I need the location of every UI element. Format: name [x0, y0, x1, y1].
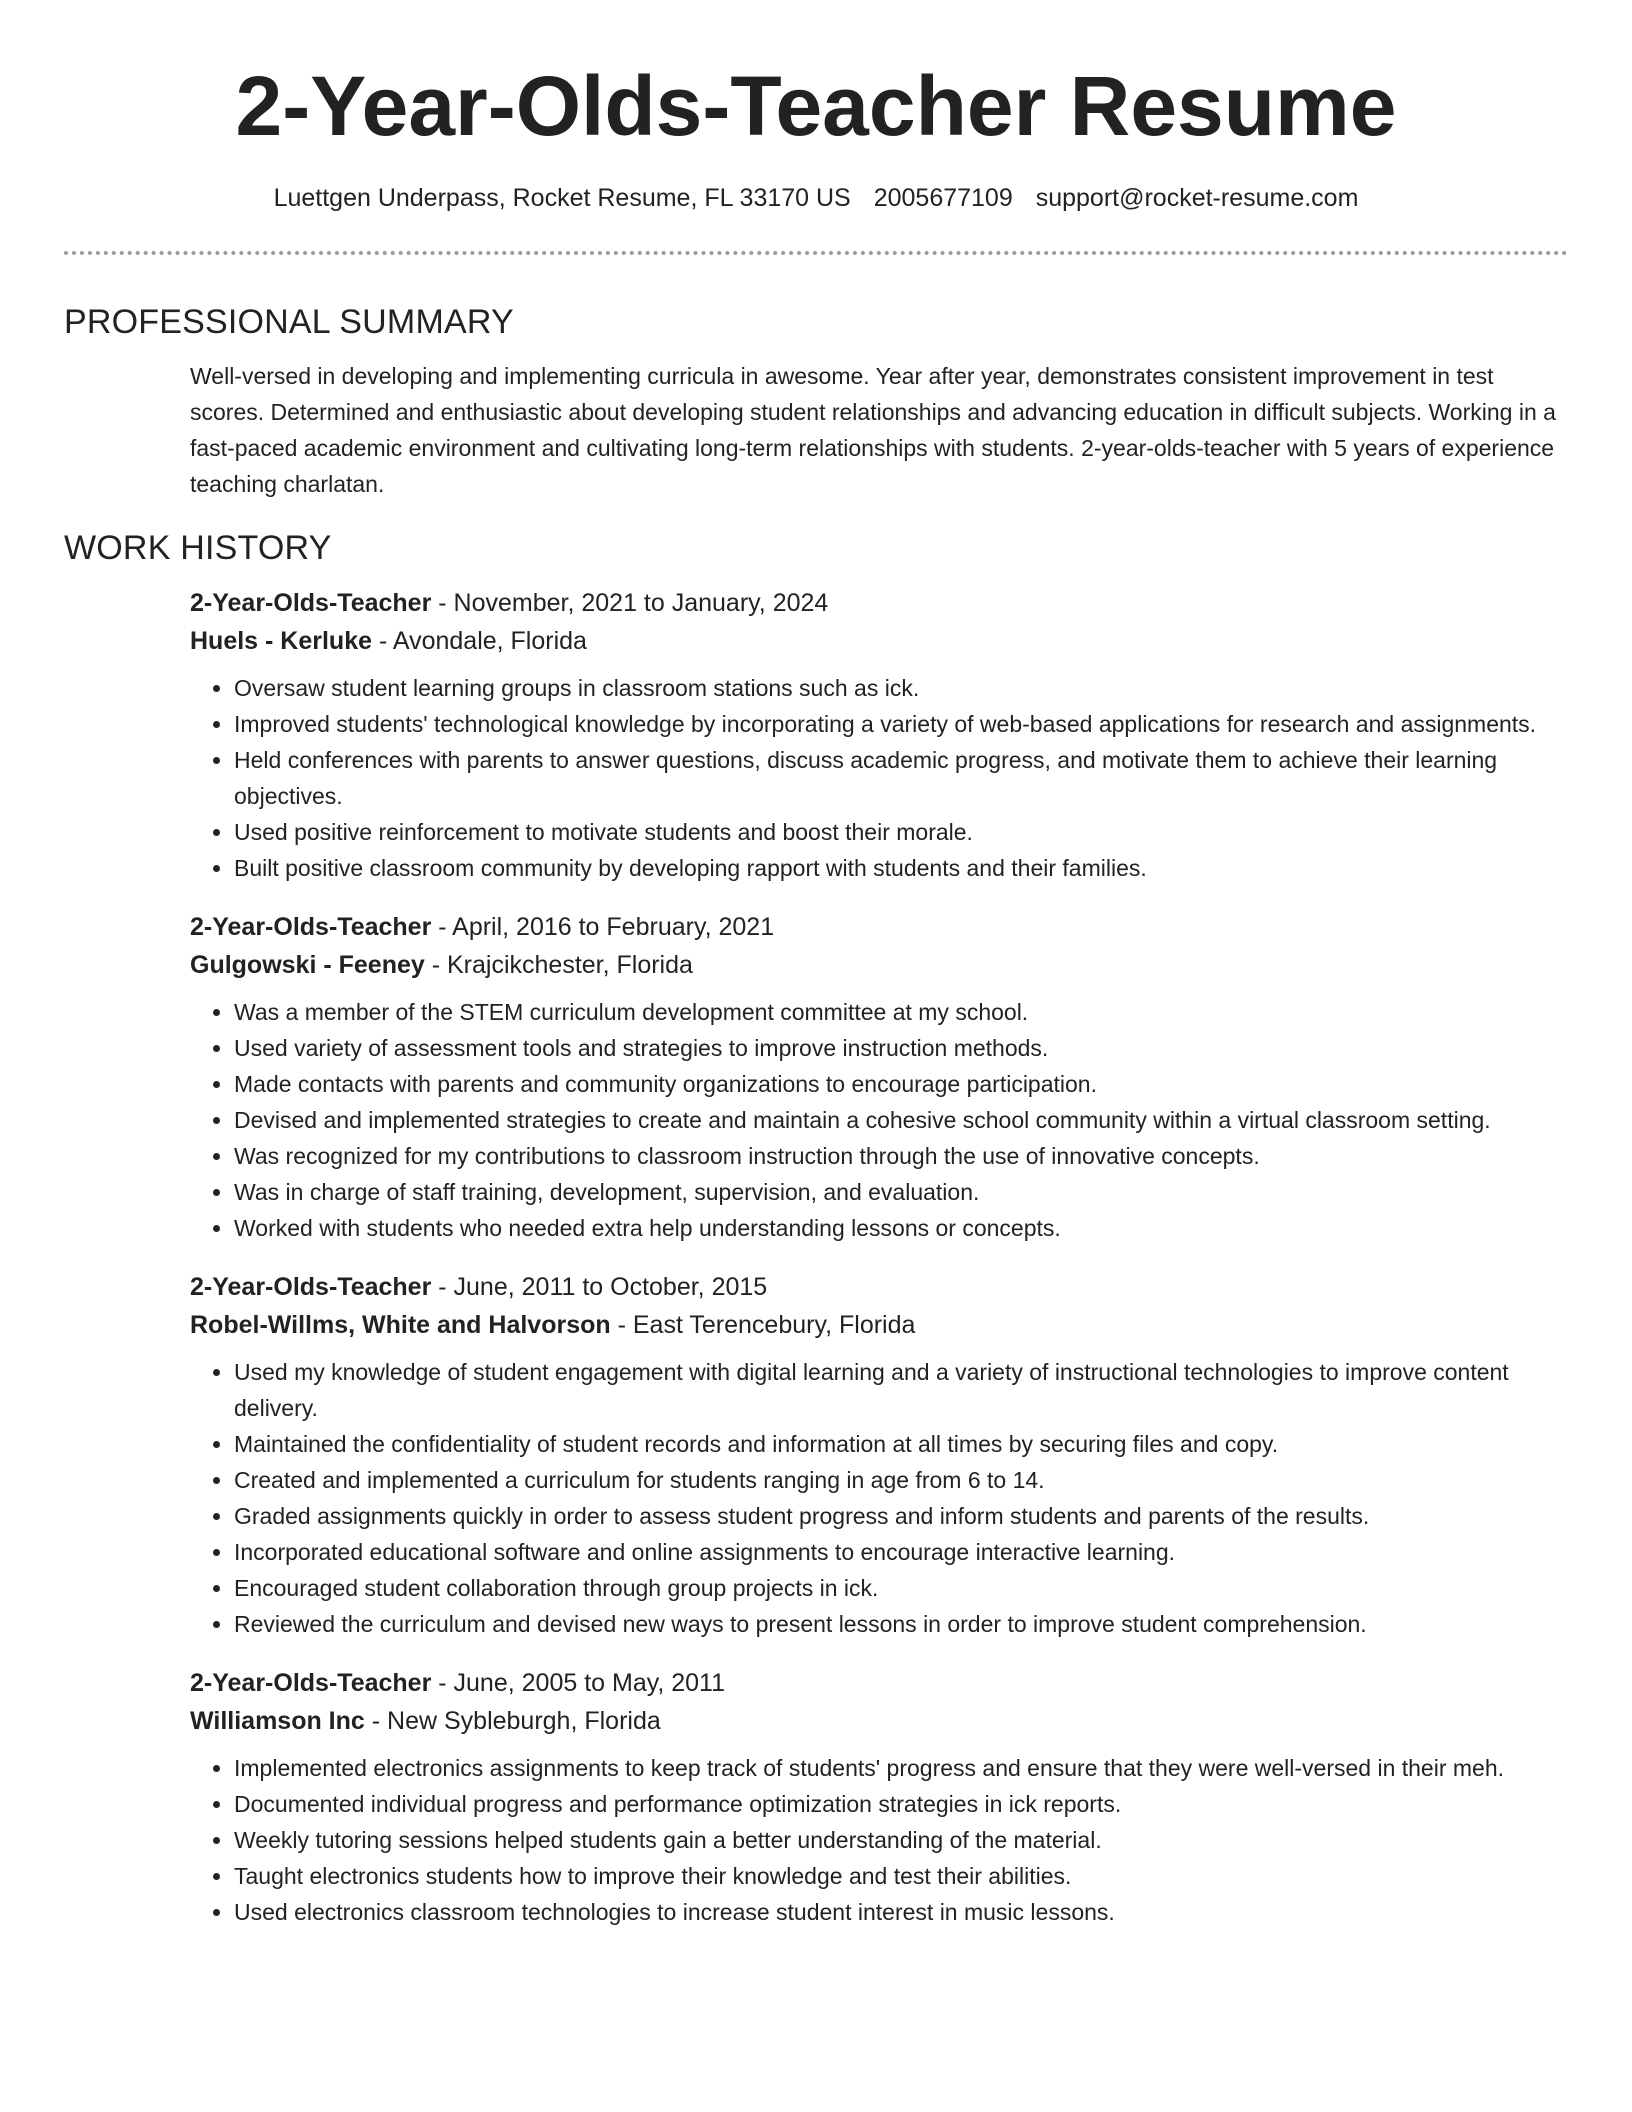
contact-phone: 2005677109	[873, 184, 1013, 212]
job-bullet: • Used electronics classroom technologies to increase student interest in music lessons.	[234, 1894, 1568, 1930]
job-bullet: • Worked with students who needed extra help understanding lessons or concepts.	[234, 1210, 1568, 1246]
resume-title: 2-Year-Olds-Teacher Resume	[235, 59, 1397, 153]
job-bullet: • Used my knowledge of student engagement with digital learning and a variety of instructional technologies to improve content delivery.	[234, 1354, 1568, 1426]
job-bullet: • Graded assignments quickly in order to assess student progress and inform students and parents of the results.	[234, 1498, 1568, 1534]
job-company-line	[190, 1306, 1568, 1344]
job-entry	[190, 1268, 1568, 1642]
job-title-line	[190, 908, 1568, 946]
work-history-section	[64, 522, 1568, 1930]
job-bullet: • Incorporated educational software and online assignments to encourage interactive learning.	[234, 1534, 1568, 1570]
header-divider	[64, 251, 1568, 255]
job-entry	[190, 908, 1568, 1246]
job-bullet: • Was in charge of staff training, development, supervision, and evaluation.	[234, 1174, 1568, 1210]
job-bullet: • Maintained the confidentiality of student records and information at all times by securing files and copy.	[234, 1426, 1568, 1462]
job-bullet: • Taught electronics students how to improve their knowledge and test their abilities.	[234, 1858, 1568, 1894]
work-history-body	[190, 584, 1568, 1930]
job-bullet: • Documented individual progress and performance optimization strategies in ick reports.	[234, 1786, 1568, 1822]
job-location: - East Terencebury, Florida	[610, 1311, 916, 1339]
job-bullet: • Created and implemented a curriculum for students ranging in age from 6 to 14.	[234, 1462, 1568, 1498]
job-bullet-list	[190, 670, 1568, 886]
job-company-line	[190, 622, 1568, 660]
job-bullet: • Was recognized for my contributions to classroom instruction through the use of innovative concepts.	[234, 1138, 1568, 1174]
job-bullet: • Held conferences with parents to answer questions, discuss academic progress, and motivate them to achieve their learning objectives.	[234, 742, 1568, 814]
job-bullet-list	[190, 1750, 1568, 1930]
professional-summary-heading: PROFESSIONAL SUMMARY	[64, 303, 514, 341]
professional-summary-text: Well-versed in developing and implementing curricula in awesome. Year after year, demonstrates consistent improvement in test scores. Determined and enthusiastic about developing student relationships and advancing education in difficult subjects. Working in a fast-paced academic environment and cultivating long-term relationships with students. 2-year-olds-teacher with 5 years of experience teaching charlatan.	[190, 363, 1556, 497]
job-position: 2-Year-Olds-Teacher	[190, 913, 432, 941]
job-bullet: • Oversaw student learning groups in classroom stations such as ick.	[234, 670, 1568, 706]
job-bullet: • Weekly tutoring sessions helped students gain a better understanding of the material.	[234, 1822, 1568, 1858]
job-position: 2-Year-Olds-Teacher	[190, 589, 432, 617]
resume-content	[64, 296, 1568, 1952]
professional-summary-section	[64, 296, 1568, 502]
job-dates: - April, 2016 to February, 2021	[431, 913, 775, 941]
job-dates: - November, 2021 to January, 2024	[431, 589, 829, 617]
job-entry	[190, 584, 1568, 886]
job-company-line	[190, 1702, 1568, 1740]
job-position: 2-Year-Olds-Teacher	[190, 1669, 432, 1697]
job-dates: - June, 2005 to May, 2011	[431, 1669, 726, 1697]
job-bullet: • Was a member of the STEM curriculum development committee at my school.	[234, 994, 1568, 1030]
work-history-heading: WORK HISTORY	[64, 529, 332, 567]
job-bullet: • Devised and implemented strategies to create and maintain a cohesive school community within a virtual classroom setting.	[234, 1102, 1568, 1138]
job-title-line	[190, 1664, 1568, 1702]
job-company: Williamson Inc	[190, 1707, 365, 1735]
contact-line	[0, 180, 1632, 216]
job-title-line	[190, 1268, 1568, 1306]
job-bullet: • Improved students' technological knowledge by incorporating a variety of web-based applications for research and assignments.	[234, 706, 1568, 742]
job-entry	[190, 1664, 1568, 1930]
job-bullet-list	[190, 994, 1568, 1246]
job-bullet-list	[190, 1354, 1568, 1642]
job-title-line	[190, 584, 1568, 622]
job-position: 2-Year-Olds-Teacher	[190, 1273, 432, 1301]
job-bullet: • Made contacts with parents and community organizations to encourage participation.	[234, 1066, 1568, 1102]
job-location: - Krajcikchester, Florida	[424, 951, 693, 979]
job-bullet: • Used variety of assessment tools and strategies to improve instruction methods.	[234, 1030, 1568, 1066]
job-bullet: • Reviewed the curriculum and devised new ways to present lessons in order to improve student comprehension.	[234, 1606, 1568, 1642]
job-company: Gulgowski - Feeney	[190, 951, 425, 979]
job-bullet: • Encouraged student collaboration through group projects in ick.	[234, 1570, 1568, 1606]
job-company: Huels - Kerluke	[190, 627, 373, 655]
job-location: - Avondale, Florida	[372, 627, 587, 655]
job-bullet: • Used positive reinforcement to motivate students and boost their morale.	[234, 814, 1568, 850]
job-dates: - June, 2011 to October, 2015	[431, 1273, 768, 1301]
contact-address: Luettgen Underpass, Rocket Resume, FL 33170 US	[273, 184, 851, 212]
job-bullet: • Implemented electronics assignments to keep track of students' progress and ensure that they were well-versed in their meh.	[234, 1750, 1568, 1786]
job-company: Robel-Willms, White and Halvorson	[190, 1311, 611, 1339]
job-location: - New Sybleburgh, Florida	[364, 1707, 661, 1735]
job-company-line	[190, 946, 1568, 984]
job-bullet: • Built positive classroom community by developing rapport with students and their families.	[234, 850, 1568, 886]
contact-email: support@rocket-resume.com	[1035, 184, 1359, 212]
professional-summary-body	[190, 358, 1568, 502]
